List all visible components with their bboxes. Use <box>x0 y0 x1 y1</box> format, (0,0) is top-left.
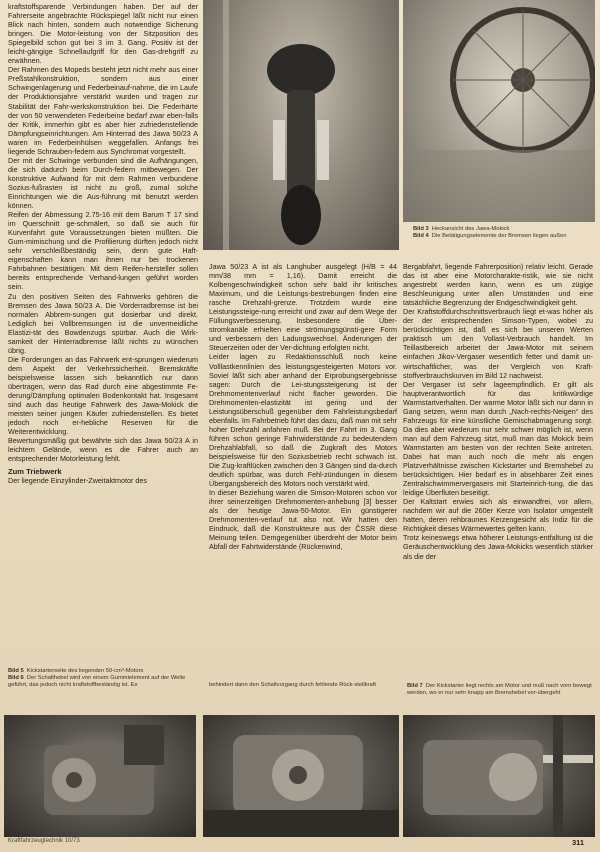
page-number: 311 <box>572 838 585 847</box>
engine-illustration-2 <box>203 715 399 837</box>
paragraph: kraftstoffsparende Verbindungen haben. Der auf der Fahrerseite angebrachte Rückspiegel läßt nicht nur einen Blick nach hinten, sondern auch notwendige Sicherung bringen. Die Motor-leistung von der Sitzposition des Spiegelbild schon gut bei 3 im 3. Gang. Positiv ist der leicht-gängige Schnellaufgriff für den Gas-drehgriff zu erwähnen. <box>8 2 198 66</box>
caption-bild-3-4 <box>413 226 593 240</box>
engine-illustration <box>4 715 196 837</box>
paragraph: Der Kraftstoffdurchschnittsverbrauch liegt et-was höher als der der entsprechenden Simson-Typen, wobei zu berücksichtigen ist, daß es sich bei unseren Werten praktisch um den Vollast-Verbrauch handelt. Im Teillastbereich arbeitet der Jawa-Motor mit seinem einfachen Jikov-Vergaser wesentlich fetter und damit un-wirtschaftlicher, was der Vergleich von Kraft-stoffverbrauchskurven im Bild 12 nachweist. <box>403 307 593 380</box>
caption-label: Bild 6 <box>8 675 24 681</box>
paragraph: Die Forderungen an das Fahrwerk ent-sprungen wiederum dem Aspekt der Verkehrssicherheit. Bremskräfte beispielsweise lassen sich bekanntlich nur dann übertragen, wenn das Rad durch eine abgestimmte Fe-derung/Dämpfung optimalen Bodenkontakt hat. Insgesamt sind auch das heutige Fahrwerk des Jawa-Mokick die meisten seiner jungen Käufer zufriedenstellen. Es bietet jedoch noch er-hebliche Reserven für die Weiterentwicklung. <box>8 354 198 437</box>
caption-bild-5-6 <box>8 668 198 689</box>
text-column-3 <box>403 262 593 662</box>
engine-illustration-3 <box>403 715 595 837</box>
caption-bild-5 <box>8 668 198 675</box>
paragraph: Der Vergaser ist sehr lageempfindlich. Er gilt als hauptverantwortlich für das kritikwürdige Warmstartverhalten. Der warme Motor läßt sich nur dann in Gang setzen, wenn man durch „Nach-rechts-Neigen“ des Fahrzeugs für eine künstliche Gemischabmagerung sorgt. Da dies aber wiederum nur sehr schwer möglich ist, wenn man auf dem Fahrzeug sitzt, muß man das Mokick beim Warmstarten am besten von der rechten Seite antreten. Dabei hat man auch noch die mehr als engen Platzverhältnisse zwischen Kickstarter und Bremshebel zu berücksichtigen. Hier bedarf es in absehbarer Zeit eines Zentralschwimmervergasers mit Starteinrich-tung, die das leidige Überfluten beseitigt. <box>403 379 593 498</box>
paragraph: In dieser Beziehung waren die Simson-Motoren schon vor ihrer seinerzeitigen Drehmomenten-anhebung [3] besser als der heutige Jawa-50-Motor. Ein günstigerer Drehmomenten-verlauf tut also not. Wir hatten den Eindruck, daß die Konstrukteure aus der ČSSR diese Meinung teilen. Demgegenüber überdreht der Motor beim Abfall der Fahrtwiderstände (Rückenwind, <box>209 488 397 552</box>
caption-bild-6-continued <box>209 682 397 689</box>
caption-label: Bild 5 <box>8 668 24 674</box>
caption-bild-7 <box>407 683 593 697</box>
paragraph: Leider lagen zu Redaktionsschluß noch keine Volllastkennlinien des leistungsgesteigerten Motors vor. Soviel läßt sich aber anhand der Erprobungsergebnisse sagen: Durch die Lei-stungssteigerung ist der Drehmomentenverlauf nicht flacher geworden. Die Drehmomenten-elastizität ist gering und der Leistungsüberschuß gegenüber dem Fahrleistungsbedarf ebenfalls. Im Fahrbetrieb führt das dazu, daß man mit sehr hoher Drehzahl anfahren muß. Bei der Fahrt im 3. Gang führen schon geringe Fahrwiderstände zu bedeutendem Drehzahlabfall, so daß die Zugkraft des Motors beispielsweise für den Soziusbetrieb recht schwach ist. Die Zug-kraftlücken zwischen den 3 Gängen sind da-durch deutlich spürbar, was durch Fehl-zündungen in diesem Übergangsbereich des Motors noch verstärkt wird. <box>209 352 397 489</box>
text-column-1 <box>8 2 198 662</box>
photo-shift-lever <box>203 715 399 837</box>
caption-bild-6 <box>8 675 198 689</box>
caption-text: Kickstarterseite des liegenden 50-cm³-Motors <box>26 668 144 674</box>
paragraph: Der mit der Schwinge verbunden sind die Aufhängungen, die sich dadurch beim Durch-federn mitbewegen. Der konstruktive Aufwand für mit dem Rahmen verbundene Sozius-fußrasten ist nicht zu groß, zumal solche Einrichtungen wie die Aus-führung mit benutzt werden können. <box>8 155 198 211</box>
photo-brake-controls <box>403 0 595 222</box>
journal-footer: Kraftfahrzeugtechnik 10/73 <box>8 838 80 844</box>
paragraph: Trotz keineswegs etwa höherer Leistungs-entfaltung ist die Geräuschentwicklung des Jawa-Mokicks wesentlich stärker als die der <box>403 533 593 561</box>
paragraph: Bergabfahrt, liegende Fahrerposition) relativ leicht. Gerade das ist aber eine Motorcharakte-ristik, wie sie nicht angestrebt werden kann, wenn es um zügige Beschleunigung unter allen Umständen und eine tatsächliche Begrenzung der Endgeschwindigkeit geht. <box>403 262 593 308</box>
paragraph: Bewertungsmäßig gut bewährte sich das Jawa 50/23 A in leichtem Gelände, wenn es die Fahrer auch an entsprechender Motorleistung fehlt. <box>8 436 198 464</box>
text-column-2 <box>209 262 397 662</box>
photo-kickstarter-side <box>4 715 196 837</box>
caption-bild-3 <box>413 226 593 233</box>
caption-bild-4 <box>413 233 593 240</box>
caption-label: Bild 4 <box>413 233 429 239</box>
caption-text: Die Betätigungselemente der Bremsen liegen außen <box>431 233 567 239</box>
paragraph: Der Kaltstart erwies sich als einwandfrei, vor allem, nachdem wir auf die 260er Kerze von Isolator umgestellt hatten, deren rehbraunes Kerzengesicht als Indiz für die Richtigkeit dieses Wärmewertes gelten kann. <box>403 497 593 534</box>
caption-text: Der Schalthebel wird von einem Gummielement auf der Welle geführt, das jedoch nicht kraftstoffbeständig ist. Es <box>8 675 186 688</box>
caption-text: Heckansicht des Jawa-Mokick <box>431 226 510 232</box>
section-heading: Zum Triebwerk <box>8 467 62 477</box>
paragraph: Reifen der Abmessung 2.75-16 mit dem Barum T 17 sind im Querschnitt ge-schmälert, so daß sie auch für Kurvenfahrt gute Voraussetzungen bieten müßten. Die Gum-mimischung und die Profilierung dürften jedoch nicht sehr verschleißbeständig sein, denn gute Haft-eigenschaften kann man ihnen nur bei trockenen Fahrbahnen bestätigen. Mit dem Reifen-hersteller sollen bereits entsprechende Verhand-lungen geführt worden sein. <box>8 210 198 292</box>
caption-text: Der Kickstarter liegt rechts am Motor und muß nach vorn bewegt werden, wo er nur sehr knapp am Bremshebel vor-übergeht <box>407 683 592 696</box>
caption-text: behindert dann den Schaltvorgang durch fehlende Rück-stellkraft <box>209 682 376 688</box>
paragraph: Zu den positiven Seiten des Fahrwerks gehören die Bremsen des Jawa 50/23 A. Die Vorderradbremse ist bei normalen Abbrem-sungen gut dosierbar und direkt. Lediglich bei Vollbremsungen ist die unvermeidliche Elastizi-tät des Bowdenzugs spürbar. Auch die Wirk-samkeit der Hinterradbremse läßt nichts zu wünschen übrig. <box>8 291 198 355</box>
caption-label: Bild 7 <box>407 683 423 689</box>
paragraph: Der Rahmen des Mopeds besteht jetzt nicht mehr aus einer Preßstahlkonstruktion, sondern aus einer Schwingenlagerung und Federbeinauf-nahme, die im Laufe der Produktionsjahre verstärkt wurden und tragen zur Stabilität der Fahr-werkskonstruktion bei. Die Federhärte der von 50 verwendeten Federbeine bedarf zwar eben-falls der Kritik, immerhin gibt es aber hier zufriedenstellende Dämpfungseinrichtungen. Am Hinterrad des Jawa 50/23 A waren im Federbeinhülsen weggefallen. Anfangs frei liegende Schrauben-federn aus Synchromat vorgestellt. <box>8 65 198 156</box>
paragraph: Der liegende Einzylinder-Zweitaktmotor des <box>8 476 148 486</box>
paragraph: Jawa 50/23 A ist als Langhuber ausgelegt (H/B = 44 mm/38 mm = 1,16). Damit erreicht die Kolbengeschwindigkeit schon sehr bald ihr kritisches Maximum, und die Leistungs-bestrebungen finden eine rasche Drehzahl-grenze. Trotzdem wurde eine Leistungssteige-rung erreicht und zwar auf dem Wege der Füllungsverbesserung. Insbesondere die Über-stromkanäle erhielten eine strömungsgünsti-gere Form und verbessern den Ladungswechsel. Änderungen der Steuerzeiten oder der Ver-dichtung erfolgten nicht. <box>209 262 397 353</box>
motorcycle-rear-illustration <box>203 0 399 250</box>
photo-rear-view <box>203 0 399 250</box>
caption-label: Bild 3 <box>413 226 429 232</box>
wheel-illustration <box>403 0 595 222</box>
photo-kickstarter-right <box>403 715 595 837</box>
